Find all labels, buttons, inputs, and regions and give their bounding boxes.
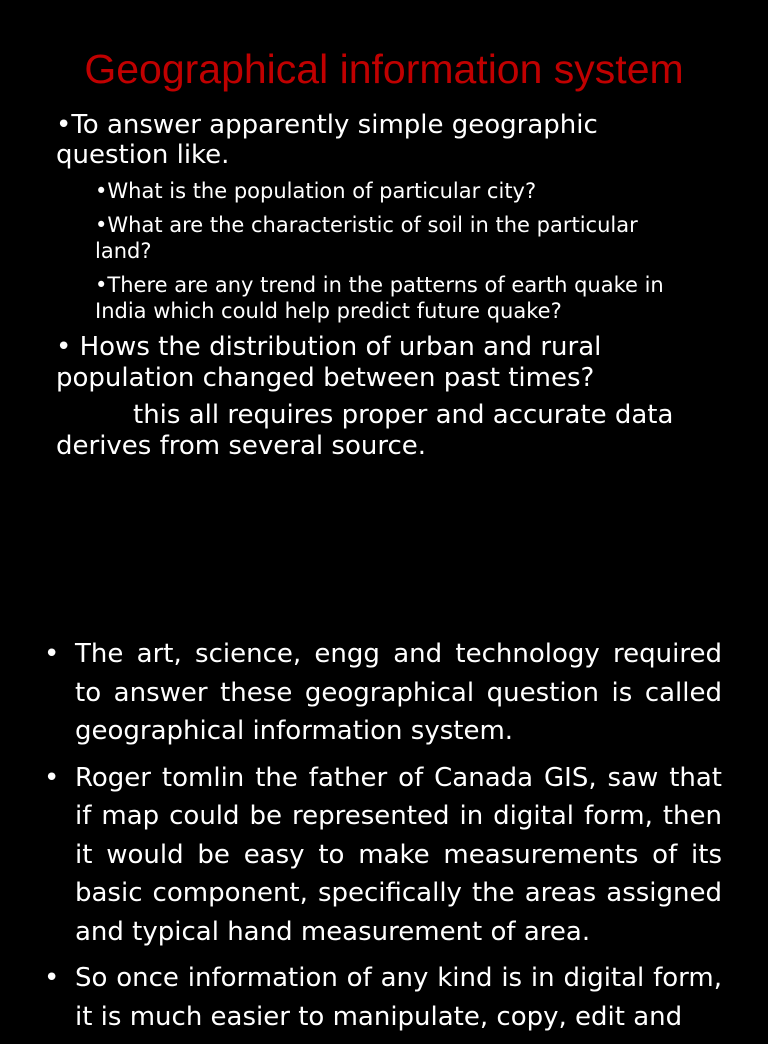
intro-line-1: •To answer apparently simple geographic [56,110,598,140]
sub-question-soil-line-1: •What are the characteristic of soil in the particular [95,213,638,237]
bullet-text: The art, science, engg and technology required to answer these geographical question is called geographical information system. [75,639,722,746]
bullet-marker: • [44,639,60,669]
sub-question-population: •What is the population of particular city? [95,179,537,203]
note-line-1: this all requires proper and accurate data [133,400,674,430]
bullet-text: So once information of any kind is in digital form, it is much easier to manipulate, copy, edit and [75,963,722,1032]
slide-title: Geographical information system [84,46,684,92]
question-urban-rural-line-1: • Hows the distribution of urban and rural [56,332,602,362]
bullet-item-gis-definition [44,635,722,751]
sub-question-quake-line-1: •There are any trend in the patterns of earth quake in [95,273,664,297]
intro-line-2: question like. [56,140,230,170]
slide2-bullet-list [44,635,722,1044]
sub-question-quake-line-2: India which could help predict future quake? [95,299,562,323]
bullet-item-digital-form [44,959,722,1036]
bullet-marker: • [44,762,60,793]
question-urban-rural-line-2: population changed between past times? [56,363,595,393]
bullet-text: Roger tomlin the father of Canada GIS, saw that if map could be represented in digital form, then it would be easy to make measurements of its basic component, specifically the areas assigned and typical hand measurement of area. [75,762,722,947]
bullet-marker: • [44,963,60,993]
note-line-2: derives from several source. [56,431,427,461]
bullet-item-roger-tomlin [44,759,722,952]
sub-question-soil-line-2: land? [95,239,152,263]
